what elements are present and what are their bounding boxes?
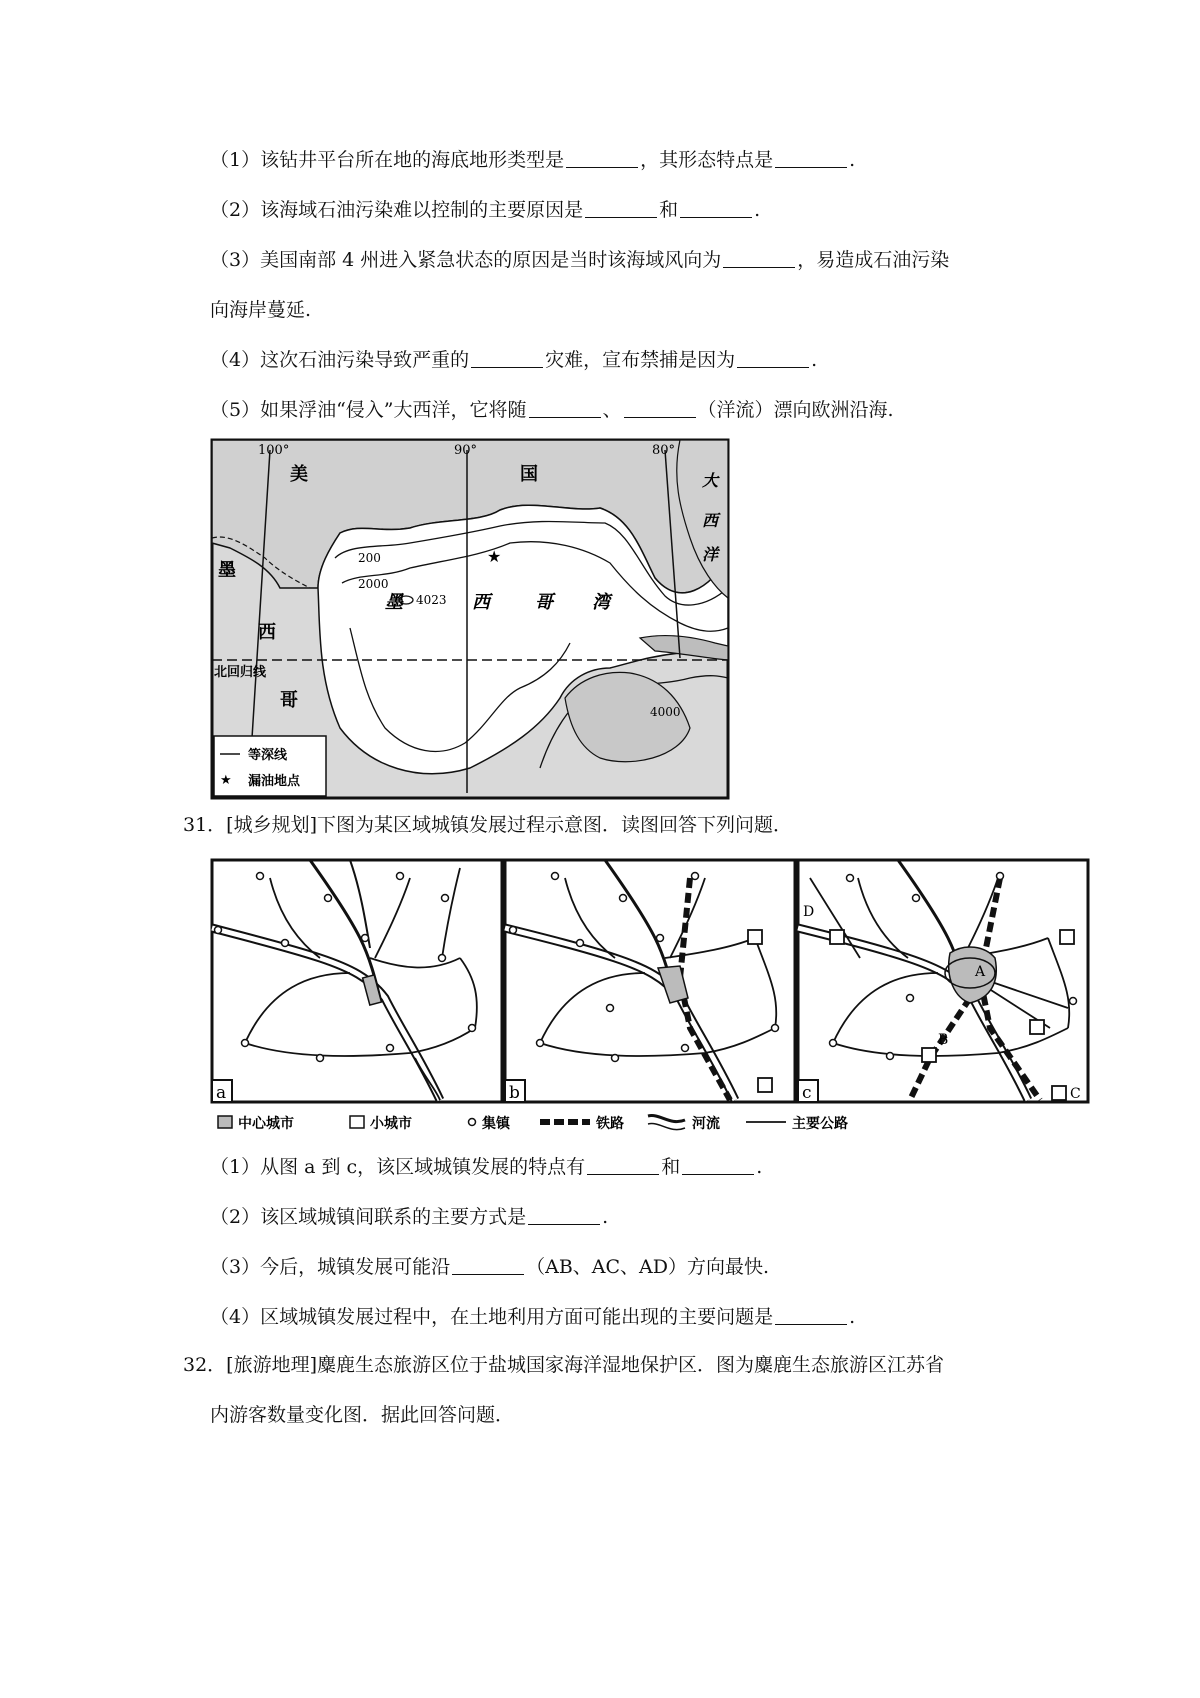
leak-star-icon: ★ (487, 547, 502, 566)
answer-blank[interactable] (452, 1256, 524, 1275)
answer-blank[interactable] (624, 399, 696, 418)
map-label-gulf: 墨 (385, 592, 403, 613)
legend-label: 铁路 (596, 1116, 624, 1132)
depth-label: 200 (358, 551, 381, 565)
legend-star-icon: ★ (220, 773, 232, 788)
depth-label: 4023 (416, 593, 447, 607)
legend-label: 等深线 (248, 748, 288, 763)
answer-blank[interactable] (737, 349, 809, 368)
tropic-label: 北回归线 (214, 665, 267, 680)
q30-line-1: （1）该钻井平台所在地的海底地形类型是 ，其形态特点是 . (210, 149, 856, 171)
map-label-gulf: 哥 (535, 592, 553, 613)
answer-blank[interactable] (680, 199, 752, 218)
q30-line-3: （3）美国南部 4 州进入紧急状态的原因是当时该海域风向为 ，易造成石油污染 (210, 249, 950, 271)
legend-label: 漏油地点 (248, 774, 301, 789)
depth-label: 2000 (358, 577, 389, 591)
depth-label: 4000 (650, 705, 681, 719)
map-label-mexico: 墨 (218, 560, 236, 581)
answer-blank[interactable] (528, 1206, 600, 1225)
map-label-mexico: 哥 (280, 690, 298, 711)
legend-label: 河流 (692, 1116, 720, 1132)
q31-line-3: （3）今后，城镇发展可能沿 （AB、AC、AD）方向最快. (210, 1256, 770, 1278)
answer-blank[interactable] (529, 399, 601, 418)
q32-line-2: 内游客数量变化图．据此回答问题． (210, 1404, 515, 1426)
answer-blank[interactable] (585, 199, 657, 218)
answer-blank[interactable] (566, 149, 638, 168)
panel-label: b (509, 1083, 520, 1103)
panel-label: a (216, 1083, 227, 1103)
answer-blank[interactable] (471, 349, 543, 368)
panel-a (212, 860, 502, 1103)
answer-blank[interactable] (723, 249, 795, 268)
legend-label: 中心城市 (238, 1116, 294, 1132)
map-label-gulf: 西 (472, 592, 490, 613)
urban-development-map (210, 858, 1090, 1136)
legend-label: 集镇 (482, 1116, 510, 1132)
panel-b (505, 860, 795, 1103)
answer-blank[interactable] (682, 1156, 754, 1175)
panel-label: c (802, 1083, 812, 1103)
point-label: B (938, 1032, 949, 1048)
q30-line-5: （4）这次石油污染导致严重的 灾难，宣布禁捕是因为 . (210, 349, 818, 371)
q31-line-1: （1）从图 a 到 c，该区域城镇发展的特点有 和 . (210, 1156, 763, 1178)
q31-line-2: （2）该区域城镇间联系的主要方式是 . (210, 1206, 609, 1228)
answer-blank[interactable] (587, 1156, 659, 1175)
map-label-usa: 美 (290, 464, 308, 485)
lon-label: 80° (652, 443, 676, 458)
answer-blank[interactable] (775, 1306, 847, 1325)
map-label-atlantic: 大 (702, 471, 719, 490)
map-label-atlantic: 洋 (702, 545, 719, 564)
q30-line-4: 向海岸蔓延. (210, 299, 312, 321)
legend-label: 主要公路 (792, 1116, 848, 1132)
map-label-usa: 国 (520, 464, 538, 485)
lon-label: 100° (258, 443, 290, 458)
gulf-of-mexico-map (210, 438, 730, 800)
q31-title: 31．[城乡规划]下图为某区域城镇发展过程示意图．读图回答下列问题． (183, 814, 793, 836)
map-label-atlantic: 西 (702, 511, 719, 530)
point-label: D (803, 904, 815, 920)
map-label-mexico: 西 (258, 622, 276, 643)
map2-legend (218, 1115, 848, 1132)
q30-line-2: （2）该海域石油污染难以控制的主要原因是 和 . (210, 199, 761, 221)
panel-c (798, 860, 1088, 1103)
q30-line-6: （5）如果浮油“侵入”大西洋，它将随 、 （洋流）漂向欧洲沿海. (210, 399, 894, 421)
q31-line-4: （4）区域城镇发展过程中，在土地利用方面可能出现的主要问题是 . (210, 1306, 856, 1328)
point-label: C (1070, 1086, 1081, 1102)
q32-line-1: 32．[旅游地理]麋鹿生态旅游区位于盐城国家海洋湿地保护区．图为麋鹿生态旅游区江苏省 (183, 1354, 945, 1376)
lon-label: 90° (454, 443, 478, 458)
map-label-gulf: 湾 (592, 592, 610, 613)
legend-label: 小城市 (370, 1116, 412, 1132)
answer-blank[interactable] (775, 149, 847, 168)
point-label: A (975, 964, 986, 980)
